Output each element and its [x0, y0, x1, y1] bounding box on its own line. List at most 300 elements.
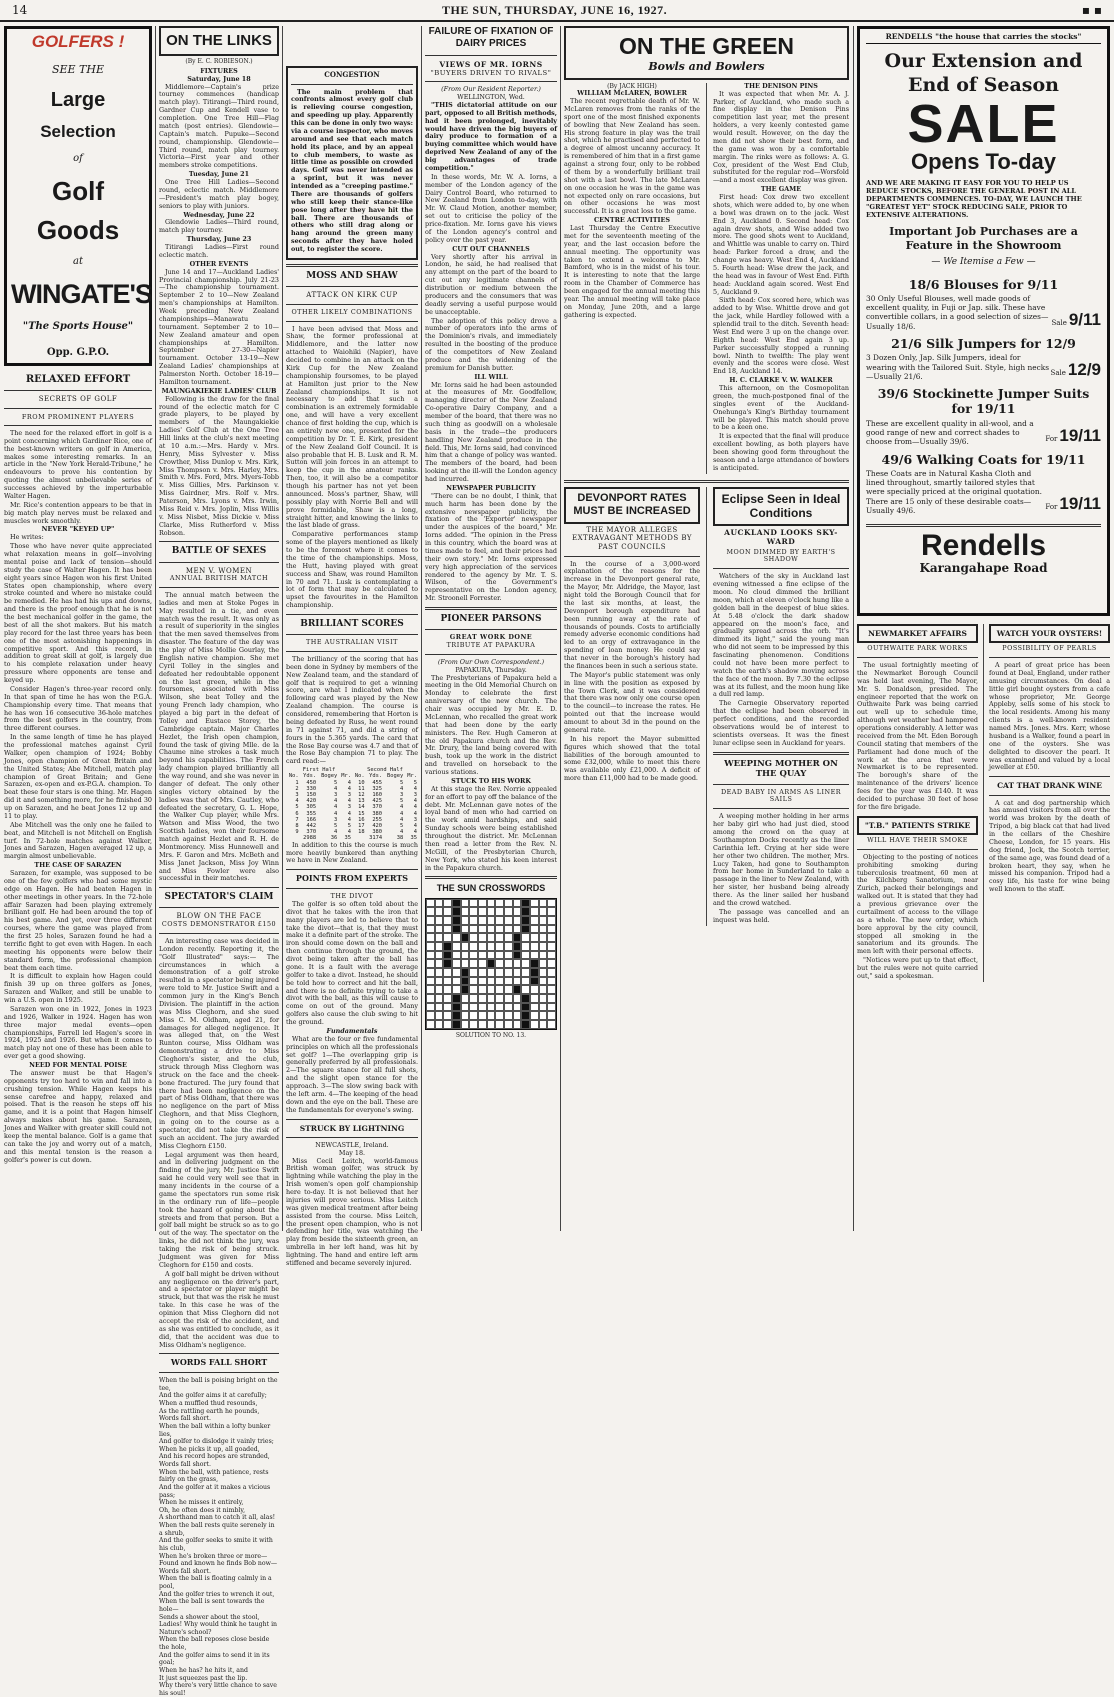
section-subhead: FIXTURES — [200, 66, 238, 75]
crossword-cell — [443, 985, 452, 994]
table-cell: 1 — [295, 779, 299, 786]
crossword-cell — [426, 977, 435, 986]
devonport-subhead: THE MAYOR ALLEGES EXTRAVAGANT METHODS BY PAST COUNCILS — [571, 525, 693, 551]
table-cell: 3 — [413, 816, 417, 823]
table-cell: Bogey — [387, 773, 404, 780]
column-dairy — [425, 26, 557, 1231]
dairy-subhead: "BUYERS DRIVEN TO RIVALS" — [430, 68, 552, 77]
dateline: NEWCASTLE, Ireland. — [315, 1140, 389, 1149]
sale-item-price — [1045, 426, 1101, 447]
table-cell: 3174 — [369, 835, 383, 842]
table-cell: 420 — [372, 823, 383, 830]
crossword-cell — [513, 1011, 522, 1020]
crossword-cell — [435, 933, 444, 942]
crossword-cell — [426, 1011, 435, 1020]
crossword-cell — [495, 1003, 504, 1012]
crossword-cell — [469, 977, 478, 986]
crossword-cell — [547, 1011, 556, 1020]
article-paragraph: A pearl of great price has been found at Deal, England, under rather amusing circumstances. On deal a little girl bought oysters from a cafe whose proprietor, Mr. George Appleby, sells some of his stock to the local residents. Among his many clients is a well-known resident named Mrs. Jones. Mrs. Kerr, whose husband is a Walker, found a pearl in one of the oysters. She was delighted to discover the pearl. It was examined and valued by a local jeweller at £50. — [989, 661, 1111, 772]
crossword-cell — [539, 942, 548, 951]
table-cell: 3 — [334, 792, 338, 799]
experts-headline: POINTS FROM EXPERTS — [295, 873, 409, 884]
article-paragraph: The recent regrettable death of Mr. W. McLaren removes from the ranks of the sport one of the most finished exponents of bowling that New Zealand has seen. His strong feature in play was the trail shot, which he practised and perfected to a degree of almost uncanny accuracy. It is remembered of him that in a first game against a strong four, only to be robbed of them by a wonderfully brilliant trail shot with a last bowl. The late McLaren on one occasion he was in the game was not expected only on rare occasions, but on other occasions he was most successful. It is a great loss to the game. — [564, 97, 701, 216]
crossword-cell — [461, 933, 470, 942]
table-cell: 3 — [347, 804, 351, 811]
crossword-cell — [521, 994, 530, 1003]
pioneer-headline: PIONEER PARSONS — [440, 614, 542, 625]
table-cell: 4 — [347, 829, 351, 836]
green-title-box — [564, 26, 849, 80]
article-paragraph: He writes: — [10, 533, 44, 542]
article-paragraph: In addition to this the course is much more heavily bunkered than anything we have in New Zealand. — [286, 840, 418, 865]
congestion-text: The main problem that confronts almost every golf club is relieving course congestion, and speeding up play. Apparently this can be done in only two ways: via a course inspector, who moves around and see that each match hold its place, and by an appeal to club members, to waste as little time as possible on crowded days. Golf was never intended as a sprint, but it was never intended as a "creeping pastime." There are thousands of golfers who still keep their stance-like pose long after they have hit the ball. There are thousands of others who still drag along or hang around the green many seconds after they have holed out, to register the score. — [291, 87, 414, 254]
section-subhead: CENTRE ACTIVITIES — [594, 216, 670, 225]
table-cell: 5 — [347, 823, 351, 830]
crossword-cell — [530, 1011, 539, 1020]
newmarket-box — [857, 624, 978, 643]
crossword-cell — [461, 994, 470, 1003]
sale-item-title: 21/6 Silk Jumpers for 12/9 — [891, 335, 1076, 351]
table-cell: 305 — [306, 804, 317, 811]
devonport-headline: DEVONPORT RATES MUST BE INCREASED — [573, 491, 691, 518]
table-cell: 255 — [372, 816, 383, 823]
section-subhead: NEED FOR MENTAL POISE — [29, 1061, 127, 1070]
crossword-cell — [435, 1020, 444, 1029]
table-cell: 3 — [347, 792, 351, 799]
crossword-cell — [461, 907, 470, 916]
crossword-cell — [521, 985, 530, 994]
ad-headline: GOLFERS ! — [31, 32, 125, 51]
sale-item-title: 18/6 Blouses for 9/11 — [908, 276, 1059, 292]
table-cell: 442 — [306, 823, 317, 830]
crossword-cell — [530, 985, 539, 994]
fixture-text: Titirangi Ladies—First round eclectic match. — [159, 243, 279, 259]
crossword-cell — [530, 907, 539, 916]
table-cell: 5 — [334, 779, 338, 786]
dateline: (From Our Own Correspondent.) — [437, 657, 545, 666]
crossword-cell — [495, 899, 504, 908]
crossword-cell — [452, 951, 461, 960]
crossword-cell — [435, 994, 444, 1003]
crossword-cell — [530, 925, 539, 934]
crossword-cell — [521, 942, 530, 951]
crossword-cell — [469, 925, 478, 934]
crossword-cell — [547, 925, 556, 934]
poem-text: When the ball is poising bright on the tee, And the golfer aims it at carefully; When a muffled thud resounds, As the rattling earth he pounds, Words fall short. When the ball within a lofty bunker lies, And golfer to dislodge it vainly tries; When he picks it up, all goaded, And his record hopes are stranded, Words fall short. When the ball, with patience, rests fairly on the grass, And the golfer at it makes a vicious pass; When he misses it entirely, Oh, he often does it nimbly, A shorthand man to catch it all, alas! When the ball rests quite serenely in a shrub, And the golfer seeks to smite it with his club, When he's broken three or more— Found and known he finds Bob now— Words fall short. When the ball is floating calmly in a pool, And the golfer tries to wrench it out, When the ball is sent towards the hole— Sends a shower about the stool, Ladies! Why would think he taught in Nature's school? When the ball reposes close beside the hole, And the golfer aims to send it in its goal; When he has? he hits it, and It just squeezes past the lip. Why there's very little chance to save his soul! — [159, 1377, 278, 1697]
article-paragraph: Miss Cecil Leitch, world-famous British woman golfer, was struck by lightning while watching the play in the Irish women's open golf championship here to-day. It is not believed that her injuries will prove serious. Miss Leitch was given medical treatment after being assisted from the course. Miss Leitch, the present open champion, who is not defending her title, was watching the play from beside the sixteenth green, an umbrella in her left hand, was hit by lightning. The hand and entire left arm stiffened and became severely injured. — [286, 1156, 418, 1267]
sale-item-amount: 19/11 — [1059, 494, 1101, 514]
rendells-name: Rendells — [920, 529, 1047, 563]
crossword-cell — [478, 968, 487, 977]
rendells-line: End of Season — [908, 73, 1059, 96]
table-cell: 455 — [372, 779, 383, 786]
crossword-cell — [547, 907, 556, 916]
article-paragraph: In the course of a 3,000-word explanation of the reasons for the increase in the Devonport general rate, the Mayor, Mr. Aldridge, the Mayor, last night told the Borough Council that for the last six months, at least, the Devonport borough expenditure had been running away at the rate of thousands of pounds. Costs to artificially remedy adverse economic conditions had led to an orgy of extravagance in the spending of loan money. He could say that never in the borough's history had the finances been in such a serious state. — [564, 559, 701, 670]
table-cell: 4 — [347, 785, 351, 792]
table-cell: 8 — [295, 823, 299, 830]
article-paragraph: Watchers of the sky in Auckland last evening witnessed a fine eclipse of the moon. No cloud dimmed the brilliant moon, which at eleven o'clock hung like a golden ball in the deepest of blue skies. At 5.48 o'clock the dark shadow appeared on the moon's face, and gradually spread across the orb. "It's dimmed its light," said the young man who did not seem to be impressed by this fascinating phenomenon. Conditions could not have been more perfect to watch the earth's shadow moving across the face of the moon. By 7.30 the eclipse was at its fullest, and the moon hung like a dull red lamp. — [713, 572, 850, 699]
crossword-cell — [435, 968, 444, 977]
sale-item-row — [866, 419, 1101, 447]
crossword-cell — [426, 959, 435, 968]
table-cell: 355 — [306, 810, 317, 817]
crossword-cell — [478, 951, 487, 960]
crossword-cell — [443, 1003, 452, 1012]
article-paragraph: It was expected that when Mr. A. J. Parker, of Auckland, who made such a fine display in the Denison Pins competition last year, met the present holders, a very keenly contested game would result. However, on the day the men did not show their best form, and the game was won by a comfortable margin. The rinks were as follows: A. G. Cox, president of the West End Club, substituted for the regular rod—Worsfold—and a most excellent display was given. — [713, 89, 850, 185]
crossword-cell — [461, 925, 470, 934]
crossword-cell — [513, 925, 522, 934]
table-cell: 13 — [358, 798, 365, 805]
table-cell: 4 — [295, 798, 299, 805]
crossword-cell — [435, 942, 444, 951]
section-subhead: Fundamentals — [326, 1026, 378, 1035]
crossword-cell — [530, 899, 539, 908]
table-cell: 420 — [306, 798, 317, 805]
crossword-cell — [547, 959, 556, 968]
crossword-cell — [495, 985, 504, 994]
article-paragraph: The Presbyterians of Papakura held a meeting in the Old Memorial Church on Monday to celebrate the first anniversary of the new church. The chair was occupied by Mr. E. D. McLennan, who recalled the great work that had been done by the early ministers. The Rev. Hugh Cameron at the old Papakura church and the Rev. Mr. Drury, the land being covered with bush, took up the work in the district and travelled on horseback to the various stations. — [425, 673, 557, 777]
section-subhead: CUT OUT CHANNELS — [452, 244, 530, 253]
crossword-cell — [513, 942, 522, 951]
crossword-cell — [435, 907, 444, 916]
eclipse-headline: Eclipse Seen in Ideal Conditions — [721, 491, 841, 521]
crossword-cell — [435, 925, 444, 934]
crossword-cell — [426, 916, 435, 925]
crossword-cell — [452, 933, 461, 942]
rendells-intro: AND WE ARE MAKING IT EASY FOR YOU TO HELP US REDUCE STOCKS, BEFORE THE GENERAL POST IN ALL DEPARTMENTS COMMENCES. TO-DAY, WE LAUNCH THE "GREATEST YET" STOCK REDUCING SALE, PRIOR TO EXTENSIVE ALTERATIONS. — [866, 178, 1082, 220]
article-paragraph: The brilliancy of the scoring that has been done in Sydney by members of the New Zealand team, and the standard of golf that is required to get a winning score, are what I indicated when the following card was played by the New Zealand champion. The course is considered, remembering that Horton is being defeated by Russ, he went round in 71 against 71, and did a string of fours in the 5.365 yards. The card that the Rose Bay course was 4.7 and that of the Rose Bay champion 71 to play. The card read:— — [286, 654, 418, 766]
claim-headline: SPECTATOR'S CLAIM — [164, 892, 274, 903]
sexes-headline: BATTLE OF SEXES — [171, 546, 267, 557]
sale-item-row — [866, 294, 1101, 331]
crossword-cell — [547, 994, 556, 1003]
crossword-cell — [539, 907, 548, 916]
crossword-cell — [504, 907, 513, 916]
table-cell: 370 — [372, 804, 383, 811]
fixture-date: Thursday, June 23 — [186, 235, 252, 244]
crossword-cell — [495, 916, 504, 925]
article-paragraph: Following is the draw for the final round of the eclectic match for C grade players, to be played by members of the Maungakiekie Ladies' Golf Club at the One Tree Hill links at the club's next meeting at 10 a.m.:—Mrs. Hardy v. Mrs. Henry, Miss Sylvester v. Miss Crowther, Miss Dunlop v. Mrs. Kirk, Miss Thompson v. Mrs. Harley, Mrs. Smith v. Mrs. Ford, Mrs. Myers-Tobb v. Miss Gillies, Mrs. Parkinson v. Miss Gairdner, Mrs. Rolf v. Mrs. Paterson, Mrs. Lyons v. Mrs. Irwin, Miss Reid v. Mrs. Joplin, Miss Willis v. Miss Nisbet, Miss Dickie v. Miss Clarke, Miss Rutherford v. Miss Robson. — [159, 394, 279, 537]
sale-item-desc: These Coats are in Natural Kasha Cloth and lined throughout, smartly tailored styles that were specially priced at the original quotation. There are 15 only of these desirable coats—Usually 49/6. — [866, 468, 1042, 515]
table-header: First Half — [302, 767, 336, 774]
crossword-cell — [435, 985, 444, 994]
table-cell: 6 — [295, 810, 299, 817]
crossword-cell — [443, 942, 452, 951]
crossword-cell — [487, 968, 496, 977]
newspaper-dateline: THE SUN, THURSDAY, JUNE 16, 1927. — [442, 2, 668, 17]
crossword-cell — [504, 942, 513, 951]
table-cell: 160 — [372, 792, 383, 799]
table-cell: 4 — [334, 798, 338, 805]
crossword-cell — [513, 951, 522, 960]
table-cell: 14 — [358, 804, 365, 811]
crossword-cell — [504, 1020, 513, 1029]
ad-store-name: WINGATE'S — [11, 279, 152, 310]
crossword-cell — [469, 994, 478, 1003]
table-cell: 35 — [410, 835, 417, 842]
rendells-opens: Opens To-day — [910, 148, 1057, 174]
fixture-date: Tuesday, June 21 — [188, 170, 250, 179]
crossword-cell — [443, 968, 452, 977]
article-paragraph: Those who have never quite appreciated what relaxation means in golf—involving mental poise and lack of tension—should study the case of Walter Hagen. It has been eight years since Hagen won his first United States open championship, where every stroke counted and where no mistake could be remedied. He has had his ups and downs, and there is the proof enough that he is not the best mechanical golfer in the game, the best of all the shot makers. But his match play record for the last three years has been one of the most astonishing happenings in competitive sport. And this record, in addition to great skill at golf, is largely due to his complete relaxation under heavy pressure where opponents are tense and keyed up. — [4, 542, 152, 685]
dairy-headline: FAILURE OF FIXATION OF DAIRY PRICES — [428, 26, 554, 50]
article-paragraph: First head: Cox drew two excellent shots, which were added to, by one when a bowl was drawn on to the jack. West End 3, Auckland 0. Second head: Cox again drew shots, and Wise added two more. The good shots went to Auckland, and Whittle was unable to carry on. Third head: Parker forced a draw, and the change was heavy. West End 4, Auckland 5. Fourth head: Wise drew the jack, and the head was in favour of West End. Fifth head: Auckland again scored. West End 5, Auckland 9. — [713, 193, 850, 296]
oysters-box — [989, 624, 1110, 643]
crossword-cell — [478, 959, 487, 968]
crossword-cell — [539, 1003, 548, 1012]
article-paragraph: The passage was cancelled and an inquest was held. — [713, 907, 850, 924]
ad-tagline: "The Sports House" — [22, 321, 134, 333]
rendells-sale: SALE — [907, 93, 1060, 154]
crossword-cell — [443, 994, 452, 1003]
table-cell: 4 — [413, 785, 417, 792]
table-cell: 17 — [358, 823, 365, 830]
crossword-cell — [469, 959, 478, 968]
sale-item-label: For — [1045, 503, 1058, 512]
crossword-cell — [487, 942, 496, 951]
crossword-cell — [530, 1003, 539, 1012]
dateline: PAPAKURA, Thursday. — [455, 665, 527, 674]
table-cell: 450 — [306, 779, 317, 786]
sale-item — [866, 386, 1101, 447]
oysters-subhead: POSSIBILITY OF PEARLS — [1002, 644, 1097, 653]
crossword-cell — [504, 959, 513, 968]
table-cell: Yds. — [303, 773, 317, 780]
eclipse-box — [713, 487, 849, 527]
score-card-table — [286, 767, 418, 841]
crossword-cell — [452, 994, 461, 1003]
brilliant-subhead: THE AUSTRALIAN VISIT — [306, 638, 398, 647]
crossword-cell — [487, 907, 496, 916]
links-byline: (By E. C. ROBIESON.) — [185, 58, 253, 66]
congestion-title: CONGESTION — [324, 70, 380, 79]
rendells-tagline: RENDELLS "the house that carries the stocks" — [866, 32, 1101, 44]
crossword-cell — [504, 925, 513, 934]
sale-item-price — [1051, 310, 1101, 331]
table-cell: 325 — [372, 785, 383, 792]
crossword-cell — [530, 916, 539, 925]
fixture-text: One Tree Hill Ladies—Second round, eclectic match. Middlemore—President's match play bogey, seniors to play with juniors. — [159, 178, 279, 210]
sale-item-desc: 30 Only Useful Blouses, well made goods of excellent quality, in Fuji or Jap. silk. These have convertible collars, in a good selection of sizes—Usually 18/6. — [866, 293, 1049, 331]
article-paragraph: In his report the Mayor submitted figures which showed that the total liabilities of the borough amounted to some £32,000, while to meet this there was available only £21,000. A deficit of more than £11,000 had to be made good. — [564, 734, 701, 783]
pioneer-subhead: GREAT WORK DONE — [449, 633, 533, 642]
article-paragraph: Consider Hagen's three-year record only. In that span of time he has won the P.G.A. Championship every time. That means that he has won 16 consecutive 36-hole matches from the best golfers in the country, from three different courses. — [4, 684, 152, 733]
crossword-cell — [504, 951, 513, 960]
crossword-cell — [513, 916, 522, 925]
pioneer-subhead: TRIBUTE AT PAPAKURA — [446, 640, 536, 649]
table-cell: Mr. — [407, 773, 417, 780]
fixture-date: Wednesday, June 22 — [183, 210, 255, 219]
cat-headline: CAT THAT DRANK WINE — [997, 781, 1102, 791]
article-paragraph: The usual fortnightly meeting of the Newmarket Borough Council was held last evening, The Mayor, Mr. S. Donaldson, presided. The engineer reported that the work on Outhwaite Park was being carried out well up to schedule time, although wet weather had hampered operations considerably. A letter was received from the Mt. Eden Borough Council stating that members of the Parliament had done much of the work at the area that were Newmarket is to be represented. The borough's share of the maintenance of the drivers' licence fees for the year was £140. It was decided to purchase 30 feet of hose for the fire brigade. — [857, 661, 979, 811]
crossword-cell — [539, 899, 548, 908]
crossword-cell — [495, 1020, 504, 1029]
column-links-right — [286, 26, 418, 1267]
crossword-cell — [426, 907, 435, 916]
section-subhead: ILL WILL — [474, 372, 508, 381]
crossword-cell — [504, 977, 513, 986]
crossword-cell — [521, 959, 530, 968]
sale-item-amount: 19/11 — [1059, 425, 1101, 445]
article-paragraph: Objecting to the posting of notices prohibiting smoking during tuberculosis treatment, 60 men at the Kilchberg Sanatorium, near Zurich, packed their belongings and walked out. It is stated that they had a previous grievance over the curtailment of access to the village as a whole. The new order, which bore approval by the city council, stopped all smoking in the sanatorium and its grounds. The men left with their personal effects. — [857, 852, 979, 956]
crossword-cell — [461, 959, 470, 968]
crossword-cell — [452, 1011, 461, 1020]
crossword-cell — [487, 899, 496, 908]
crossword-cell — [426, 994, 435, 1003]
fixture-text: Glendowie Ladies—Third round, match play tourney. — [159, 218, 279, 235]
crossword-cell — [452, 977, 461, 986]
crossword-caption: SOLUTION TO NO. 13. — [455, 1031, 527, 1039]
crossword-cell — [504, 968, 513, 977]
crossword-cell — [452, 899, 461, 908]
green-subtitle: Bowls and Bowlers — [648, 60, 765, 74]
section-subhead: NEVER "KEYED UP" — [41, 525, 115, 534]
section-subhead: STUCK TO HIS WORK — [451, 776, 531, 785]
dateline: WELLINGTON, Wed. — [457, 93, 525, 102]
crossword-cell — [478, 933, 487, 942]
article-paragraph: The golfer is so often told about the divot that he takes with the iron that many players are led to believe that to take the divot—that is, that they must make it a definite part of the stroke. The iron should come down on the ball and then continue through the ground, the divot being taken after the ball has gone. It is a fault with the average golfer to take a divot. Instead, he should be told how to correct and hit the ball, and there is no definite trying to take a divot with the ball, as this will cause to come on out of the ground. Many golfers also cause the club swing to hit the ground. — [286, 899, 418, 1027]
crossword-cell — [539, 968, 548, 977]
crossword-cell — [478, 899, 487, 908]
rendells-feature: Important Job Purchases are a Feature in the Showroom — [889, 225, 1078, 252]
article-paragraph: "There can be no doubt, I think, that much harm has been done by the extensive newspaper publicity, the fixation of the 'Exporter' newspaper under the auspices of the board," Mr. Iorns added. "The opinion in the Press in this country, which the board was at times made to feel, and their prices had their own story." Mr. Iorns expressed very high appreciation of the services rendered to the agency by Mr. T. S. Wilson, of the Government's representative on the London agency, Mr. Stroonell Forrester. — [425, 491, 557, 603]
table-cell: 330 — [306, 785, 317, 792]
table-cell: 4 — [334, 804, 338, 811]
crossword-cell — [521, 968, 530, 977]
crossword-cell — [539, 977, 548, 986]
crossword-cell — [452, 985, 461, 994]
article-paragraph: A weeping mother holding in her arms her baby girl who had just died, stood among the crowd on the quay at Southampton Docks recently as the liner Carinthia left. Crying at her side were her other two children. The mother, Mrs. Lucy Taken, had gone to Southampton from her home in Sunderland to take a passage in the liner to New Zealand, with her sister, her husband being already there. As the liner sailed her husband and the crowd watched. — [713, 812, 850, 907]
table-cell: 16 — [358, 816, 365, 823]
links-title: ON THE LINKS — [166, 32, 272, 49]
crossword-cell — [426, 899, 435, 908]
article-paragraph: The Carnegie Observatory reported that the eclipse had been observed in perfect conditions, and the recorded observations would be of interest to scientists overseas. It was the finest lunar eclipse seen in Auckland for years. — [713, 699, 850, 747]
crossword-cell — [469, 1003, 478, 1012]
sale-item-price — [1051, 360, 1101, 381]
crossword-cell — [443, 977, 452, 986]
crossword-cell — [469, 968, 478, 977]
crossword-cell — [443, 907, 452, 916]
table-cell: 12 — [358, 792, 365, 799]
crossword-headline: THE SUN CROSSWORDS — [436, 883, 546, 894]
table-cell: 425 — [372, 798, 383, 805]
crossword-cell — [504, 916, 513, 925]
sale-item-price — [1045, 494, 1101, 515]
crossword-cell — [478, 907, 487, 916]
crossword-cell — [461, 899, 470, 908]
crossword-cell — [487, 1020, 496, 1029]
crossword-cell — [452, 916, 461, 925]
table-cell: 4 — [400, 829, 404, 836]
tb-subhead: WILL HAVE THEIR SMOKE — [867, 835, 968, 844]
crossword-cell — [426, 942, 435, 951]
table-cell: 4 — [413, 823, 417, 830]
article-paragraph: I have been advised that Moss and Shaw, the former professional at Middlemore, and the latter now attached to Waiohiki (Napier), have decided to combine in an attack on the Kirk Cup for the New Zealand championship foursomes, to be played at Hamilton just prior to the New Zealand championships. It is not necessary to add that such a combination is an extremely formidable one, and will have a very excellent chance of first holding the cup, which is an entirely new one, presented for the competition by Dr. T. E. Kirk, president of the New Zealand Golf Council. It is also probable that H. B. Lusk and R. M. Sutton will join forces in an attempt to keep the cup in the amateur ranks. Then, too, it will also be a competitor though his partner has not yet been announced. Moss's partner, Shaw, will possibly play with Norrie Bell and will prove formidable, Shaw is a long, straight hitter, and knowing the links to the last blade of grass. — [286, 324, 418, 530]
lightning-headline: STRUCK BY LIGHTNING — [299, 1123, 405, 1133]
crossword-cell — [513, 933, 522, 942]
crossword-cell — [426, 968, 435, 977]
table-cell: 4 — [400, 785, 404, 792]
article-paragraph: It is expected that the final will produce excellent bowling, as both players have been showing good form throughout the season and a large attendance of bowlers is anticipated. — [713, 432, 850, 472]
crossword-cell — [452, 1003, 461, 1012]
table-cell: 370 — [306, 829, 317, 836]
article-paragraph: Comparative performances stamp some of the players mentioned as likely to be the foremost where it comes to the time of the championships. Moss, the Hutt, having played with great success and Shaw, was round Hamilton in 70 and 71. Lusk is contemplating a lot of form that may be calculated to upset the favourites in the Hamilton championship. — [286, 530, 418, 610]
rendells-line: Our Extension and — [884, 50, 1083, 73]
crossword-cell — [539, 916, 548, 925]
crossword-cell — [521, 907, 530, 916]
table-cell: 3 — [413, 792, 417, 799]
dateline: (From Our Resident Reporter.) — [441, 85, 541, 94]
crossword-cell — [487, 916, 496, 925]
table-cell: 380 — [372, 829, 383, 836]
section-subhead: THE CASE OF SARAZEN — [34, 861, 122, 870]
article-paragraph: Abe Mitchell was the only one he failed to beat, and Mitchell is not Mitchell on English turf. In 72-hole matches against Walker, Jones and Sarazen, Hagen averaged 12 up, a margin almost unbelievable. — [4, 820, 152, 861]
crossword-cell — [443, 916, 452, 925]
crossword-cell — [521, 899, 530, 908]
article-paragraph: The adoption of this policy drove a number of operators into the arms of the Dominion's rivals, and immediately resulted in the boosting of the produce of the competitors of New Zealand produce and the widening of the premium for Danish butter. — [425, 316, 557, 372]
crossword-cell — [452, 942, 461, 951]
article-paragraph: Mr. Iorns said he had been astounded at the measures of Mr. Goodfellow, managing director of the New Zealand Co-operative Dairy Company, and a member of the board, that there was no such thing as goodwill on a wholesale basis in the trade—the producers handling New Zealand produce in the field. This, Mr. Iorns said, had convinced him that a change of policy was wanted. The members of the board, had been looking at the ill-will the London agency had incurred. — [425, 380, 557, 484]
article-paragraph: Last Thursday the Centre Executive met for the seventeenth meeting of the year, and the last occasion before the annual meeting. The opportunity was taken to extend a welcome to Mr. Bamford, who is in the midst of his tour. It is interesting to note that the large room in the Chamber of Commerce has been engaged for the annual meeting this year. The annual meeting will take place on Monday, June 20th, and a large gathering is expected. — [564, 224, 701, 319]
crossword-cell — [461, 968, 470, 977]
green-byline: (By JACK HIGH) — [607, 82, 657, 90]
table-cell: 3 — [295, 792, 299, 799]
crossword-cell — [513, 985, 522, 994]
eclipse-subhead: AUCKLAND LOOKS SKY-WARD — [724, 528, 838, 547]
section-subhead: H. C. CLARKE V. W. WALKER — [729, 376, 833, 385]
section-subhead: MAUNGAKIEKIE LADIES' CLUB — [161, 386, 277, 395]
moss-subhead: ATTACK ON KIRK CUP — [306, 291, 398, 300]
crossword-cell — [547, 977, 556, 986]
crossword-cell — [504, 994, 513, 1003]
section-subhead: OTHER EVENTS — [189, 259, 249, 268]
wingates-advert — [4, 26, 152, 366]
crossword-cell — [513, 977, 522, 986]
ad-line: SEE THE — [51, 63, 105, 77]
dairy-subhead: VIEWS OF MR. IORNS — [439, 59, 543, 69]
crossword-cell — [495, 968, 504, 977]
column-rendells — [857, 26, 1110, 1231]
crossword-cell — [547, 985, 556, 994]
crossword-cell — [513, 1003, 522, 1012]
column-links-left — [159, 26, 279, 1697]
crossword-cell — [461, 1003, 470, 1012]
crossword-cell — [495, 1011, 504, 1020]
crossword-cell — [452, 968, 461, 977]
crossword-cell — [469, 899, 478, 908]
sexes-subhead: MEN V. WOMEN — [185, 566, 253, 575]
crossword-cell — [530, 968, 539, 977]
crossword-cell — [521, 925, 530, 934]
poem-headline: WORDS FALL SHORT — [170, 1357, 268, 1368]
crossword-cell — [539, 959, 548, 968]
crossword-cell — [452, 925, 461, 934]
crossword-cell — [435, 951, 444, 960]
crossword-cell — [478, 1003, 487, 1012]
crossword-cell — [469, 907, 478, 916]
crossword-cell — [443, 899, 452, 908]
rendells-items — [866, 272, 1101, 521]
crossword-cell — [521, 1003, 530, 1012]
links-title-box — [159, 26, 279, 56]
crossword-cell — [547, 968, 556, 977]
table-cell: Bogey — [321, 773, 338, 780]
crossword-cell — [426, 951, 435, 960]
crossword-cell — [487, 933, 496, 942]
crossword-cell — [469, 1011, 478, 1020]
crossword-cell — [530, 1020, 539, 1029]
crossword-cell — [469, 916, 478, 925]
